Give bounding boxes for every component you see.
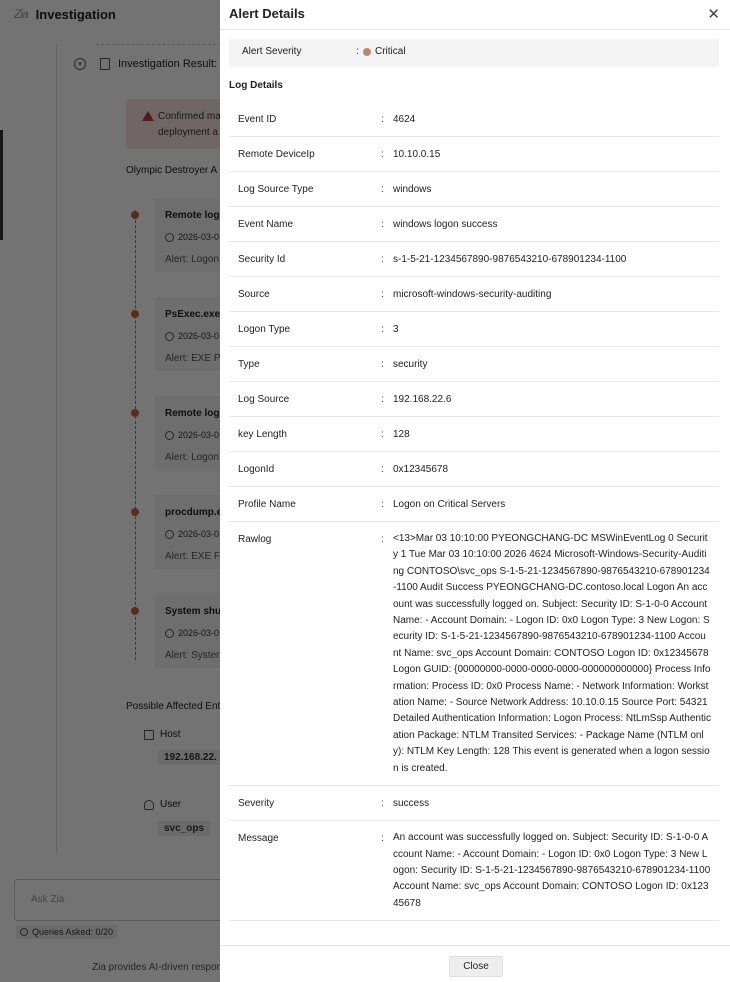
log-detail-row (229, 347, 719, 382)
log-detail-row (229, 821, 719, 921)
close-icon[interactable]: ✕ (707, 6, 720, 23)
log-detail-label: Type (238, 359, 260, 370)
separator: : (381, 833, 384, 845)
log-detail-value: 0x12345678 (393, 464, 449, 475)
log-detail-label: Rawlog (238, 534, 272, 545)
separator: : (381, 464, 384, 475)
log-detail-row (229, 242, 719, 277)
log-detail-value: 192.168.22.6 (393, 394, 452, 405)
modal-header (220, 0, 730, 30)
log-detail-label: Log Source (238, 394, 290, 405)
log-detail-row (229, 487, 719, 522)
log-detail-row (229, 452, 719, 487)
close-button[interactable]: Close (449, 956, 503, 977)
separator: : (356, 46, 359, 57)
log-detail-label: Security Id (238, 254, 286, 265)
separator: : (381, 394, 384, 405)
log-details-list[interactable] (229, 102, 719, 909)
log-detail-value: microsoft-windows-security-auditing (393, 289, 552, 300)
log-details-title: Log Details (229, 80, 283, 91)
log-detail-row (229, 172, 719, 207)
log-detail-value: <13>Mar 03 10:10:00 PYEONGCHANG-DC MSWinEventLog 0 Security 1 Tue Mar 03 10:10:00 2026 4624 Microsoft-Windows-Security-Auditing CONTOSO\svc_ops S-1-5-21-1234567890-9876543210-678901234-1100 Audit Success PYEONGCHANG-DC.contoso.local Logon An account was successfully logged on. Subject: Security ID: S-1-0-0 Account Name: - Account Domain: - Logon ID: 0x0 Logon Type: 3 New Logon: Security ID: S-1-5-21-1234567890-9876543210-678901234-1100 Account Name: svc_ops Account Domain: CONTOSO Logon ID: 0x12345678 Logon GUID: {00000000-0000-0000-0000-000000000000} Process Information: Process ID: 0x0 Process Name: - Network Information: Workstation Name: - Source Network Address: 10.10.0.15 Source Port: 54321 Detailed Authentication Information: Logon Process: NtLmSsp Authentication Package: NTLM Transited Services: - Package Name (NTLM only): NTLM Key Length: 128 This event is generated when a logon session is created. (393, 533, 711, 774)
separator: : (381, 324, 384, 335)
log-detail-row (229, 382, 719, 417)
log-detail-value: windows logon success (393, 219, 498, 230)
log-detail-value: security (393, 359, 428, 370)
log-detail-label: Severity (238, 798, 275, 810)
log-detail-value: windows (393, 184, 432, 195)
separator: : (381, 798, 384, 810)
log-detail-label: Log Source Type (238, 184, 314, 195)
log-detail-value: success (393, 798, 430, 810)
log-detail-label: LogonId (238, 464, 275, 475)
log-detail-value: Logon on Critical Servers (393, 499, 506, 510)
log-detail-row (229, 786, 719, 821)
severity-value: Critical (375, 46, 406, 57)
log-detail-row (229, 137, 719, 172)
log-detail-row (229, 207, 719, 242)
log-detail-value: 128 (393, 429, 410, 440)
log-detail-value: 3 (393, 324, 399, 335)
log-detail-value: s-1-5-21-1234567890-9876543210-678901234-1100 (393, 254, 627, 265)
separator: : (381, 359, 384, 370)
log-detail-row (229, 417, 719, 452)
alert-severity-bar (229, 39, 719, 67)
log-detail-row (229, 277, 719, 312)
log-detail-value: 10.10.0.15 (393, 149, 441, 160)
log-detail-label: Profile Name (238, 499, 296, 510)
log-detail-label: key Length (238, 429, 287, 440)
separator: : (381, 289, 384, 300)
separator: : (381, 219, 384, 230)
log-detail-label: Source (238, 289, 270, 300)
separator: : (381, 499, 384, 510)
alert-details-panel (220, 0, 730, 982)
log-detail-row (229, 312, 719, 347)
separator: : (381, 534, 384, 545)
log-detail-label: Remote DeviceIp (238, 149, 315, 160)
separator: : (381, 254, 384, 265)
separator: : (381, 184, 384, 195)
log-detail-label: Event Name (238, 219, 294, 230)
log-detail-label: Message (238, 833, 279, 845)
log-detail-value: An account was successfully logged on. Subject: Security ID: S-1-0-0 Account Name: - Account Domain: - Logon ID: 0x0 Logon Type: 3 New Logon: Security ID: S-1-5-21-1234567890-9876543210-678901234-1100 Account Name: svc_ops Account Domain: CONTOSO Logon ID: 0x12345678 (393, 832, 711, 909)
log-detail-label: Event ID (238, 114, 277, 125)
log-detail-value: 4624 (393, 114, 416, 125)
modal-footer (220, 945, 730, 982)
severity-label: Alert Severity (242, 46, 302, 57)
log-detail-row (229, 522, 719, 786)
severity-dot-icon (363, 48, 371, 56)
modal-title: Alert Details (229, 6, 305, 21)
separator: : (381, 149, 384, 160)
log-detail-label: Logon Type (238, 324, 291, 335)
separator: : (381, 114, 384, 125)
separator: : (381, 429, 384, 440)
log-detail-row (229, 102, 719, 137)
